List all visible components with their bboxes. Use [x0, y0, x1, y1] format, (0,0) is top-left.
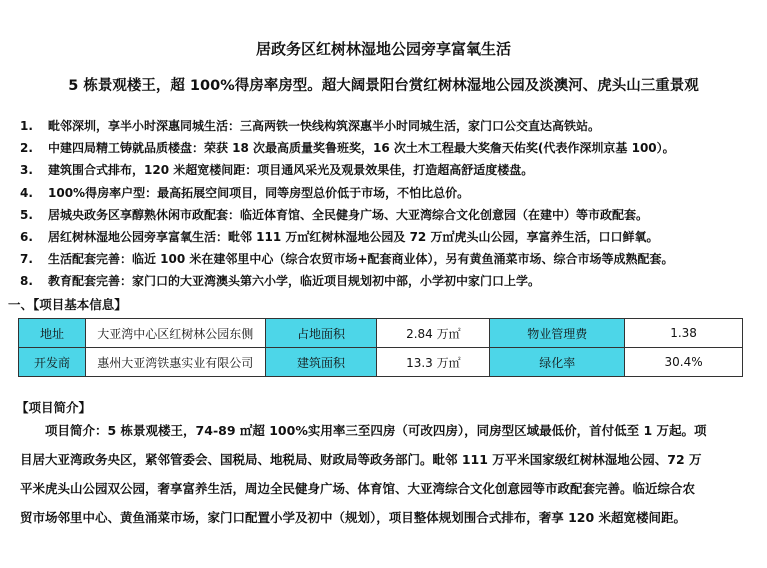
list-item-text: 生活配套完善：临近 100 米在建邻里中心（综合农贸市场+配套商业体），另有黄鱼涌菜市场、综合市场等成熟配套。 [48, 252, 674, 267]
table-label-cell: 地址 [19, 319, 86, 348]
table-value-cell: 大亚湾中心区红树林公园东侧 [85, 319, 265, 348]
list-item-text: 建筑围合式排布，120 米超宽楼间距：项目通风采光及观景效果佳，打造超高舒适度楼盘。 [48, 163, 534, 178]
list-item-text: 教育配套完善：家门口的大亚湾澳头第六小学，临近项目规划初中部，小学初中家门口上学。 [48, 274, 541, 289]
list-item [0, 270, 767, 292]
list-item-text: 居红树林湿地公园旁享富氧生活：毗邻 111 万㎡红树林湿地公园及 72 万㎡虎头山公园，享富养生活，口口鲜氧。 [48, 229, 659, 244]
table-value-cell: 13.3 万㎡ [377, 348, 490, 377]
list-item-text: 中建四局精工铸就品质楼盘：荣获 18 次最高质量奖鲁班奖，16 次土木工程最大奖詹天佑奖(代表作深圳京基 100）。 [48, 141, 675, 156]
list-item [0, 115, 767, 137]
table-value-cell: 惠州大亚湾铁惠实业有限公司 [85, 348, 265, 377]
intro-line: 平米虎头山公园双公园，奢享富养生活，周边全民健身广场、体育馆、大亚湾综合文化创意园等市政配套完善。临近综合农 [20, 481, 696, 496]
list-item-number: 4. [20, 185, 33, 200]
project-info-table [18, 318, 743, 377]
list-item-text: 毗邻深圳，享半小时深惠同城生活：三高两铁一快线构筑深惠半小时同城生活，家门口公交直达高铁站。 [48, 119, 601, 133]
table-label-cell: 绿化率 [490, 348, 625, 377]
section-heading-intro: 【项目简介】 [16, 400, 92, 415]
table-label-cell: 建筑面积 [265, 348, 377, 377]
list-item-number: 8. [20, 274, 33, 289]
table-row [19, 348, 743, 377]
feature-list [0, 115, 767, 293]
intro-line: 贸市场邻里中心、黄鱼涌菜市场，家门口配置小学及初中（规划），项目整体规划围合式排布，奢享 120 米超宽楼间距。 [20, 510, 687, 525]
list-item-number: 3. [20, 163, 33, 178]
table-value-cell: 2.84 万㎡ [377, 319, 490, 348]
intro-line: 目居大亚湾政务央区，紧邻管委会、国税局、地税局、财政局等政务部门。毗邻 111 万平米国家级红树林湿地公园、72 万 [20, 452, 702, 467]
intro-line: 项目简介：5 栋景观楼王，74-89 ㎡超 100%实用率三至四房（可改四房），同房型区域最低价，首付低至 1 万起。项 [20, 423, 707, 438]
section-heading-basic-info: 一、【项目基本信息】 [8, 297, 127, 312]
page-title: 居政务区红树林湿地公园旁享富氧生活 [255, 40, 511, 58]
list-item-number: 1. [20, 119, 33, 133]
list-item-number: 2. [20, 141, 33, 156]
list-item [0, 182, 767, 204]
list-item-text: 100%得房率户型：最高拓展空间项目，同等房型总价低于市场，不怕比总价。 [48, 185, 470, 200]
table-value-cell: 1.38 [625, 319, 743, 348]
list-item [0, 137, 767, 159]
list-item-number: 6. [20, 229, 33, 244]
list-item [0, 159, 767, 181]
table-label-cell: 开发商 [19, 348, 86, 377]
list-item [0, 248, 767, 270]
table-value-cell: 30.4% [625, 348, 743, 377]
table-label-cell: 占地面积 [265, 319, 377, 348]
list-item-number: 7. [20, 252, 33, 267]
list-item-number: 5. [20, 207, 33, 222]
page-subtitle: 5 栋景观楼王，超 100%得房率房型。超大阔景阳台赏红树林湿地公园及淡澳河、虎头山三重景观 [68, 78, 699, 94]
list-item-text: 居城央政务区享醇熟休闲市政配套：临近体育馆、全民健身广场、大亚湾综合文化创意园（在建中）等市政配套。 [48, 207, 649, 222]
table-row [19, 319, 743, 348]
list-item [0, 204, 767, 226]
list-item [0, 226, 767, 248]
table-label-cell: 物业管理费 [490, 319, 625, 348]
